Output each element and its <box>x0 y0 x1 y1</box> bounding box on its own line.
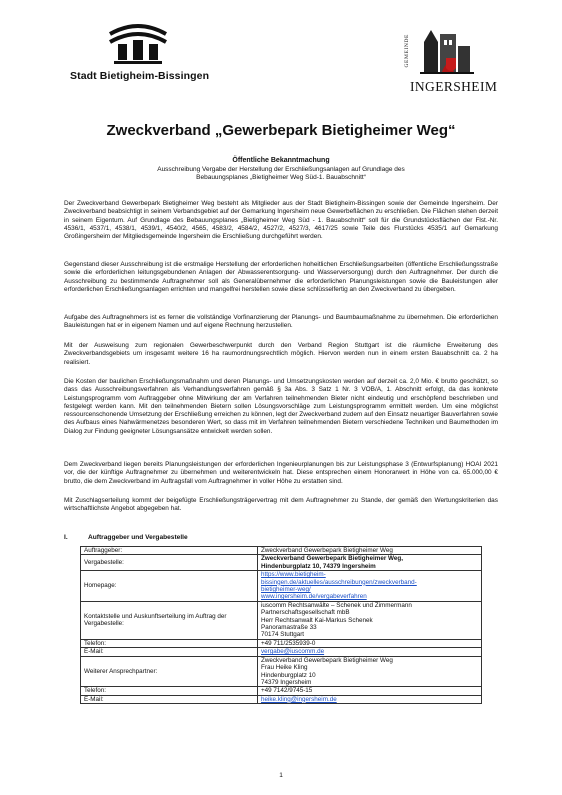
ingersheim-logo <box>404 28 514 98</box>
table-value-line: Frau Heike Kling <box>261 664 308 672</box>
table-value-line: Zweckverband Gewerbepark Bietigheimer Weg <box>261 547 393 554</box>
table-value-line: Herr Rechtsanwalt Kai-Markus Schenek <box>261 616 373 624</box>
section-title: Auftraggeber und Vergabestelle <box>88 534 188 541</box>
paragraph-costs <box>64 378 498 436</box>
table-value <box>258 656 482 687</box>
table-value-line: iuscomm Rechtsanwälte – Schenek und Zimmermann <box>261 601 412 609</box>
table-value <box>258 687 482 695</box>
paragraph-text: Dem Zweckverband liegen bereits Planungsleistungen der erforderlichen Ingenieurplanungen bis zur Leistungsphase 3 (Entwurfsplanung) HOAI 2021 vor, die der künftige Auftragnehmer zu übernehmen und weiterentwickeln hat. Diese entsprechen einem Honorarwert in Höhe von ca. 65.000,00 € brutto, die dem Zweckverband im Auftragsfall vom Auftragnehmer in voller Höhe zu erstatten sind. <box>64 461 498 485</box>
paragraph-task <box>64 314 498 331</box>
table-row <box>81 687 482 695</box>
bietigheim-logo <box>70 22 220 92</box>
table-value-line: Hindenburgplatz 10 <box>261 671 316 679</box>
phone-number: +49 7142/9745-15 <box>261 687 313 695</box>
paragraph-text: Die Kosten der baulichen Erschließungsmaßnahm und deren Planungs- und Umsetzungskosten werden auf derzeit ca. 2,0 Mio. € brutto geschätzt, so dass das Ausschreibungsverfahren als Verhandlungsverfahren gemäß § 3a Abs. 3 Satz 1 Nr. 3 VOB/A, 1. Abschnitt erfolgt, da das konkrete Leistungsprogramm vom Auftraggeber ohne Mitwirkung der am Verfahren teilnehmenden Bieter nicht eindeutig und erschöpfend beschrieben und festgelegt werden kann. Mit den teilnehmenden Bietern sollen Lösungsvorschläge zum Leistungsprogramm ermittelt werden. Um eine möglichst ressourcenschonende Umsetzung der Erschließung erreichen zu können, legt der Zweckverband zudem auf den Einsatz neuartiger Bauverfahren sowie des Aufbaus eines Nahwärmenetzes besonderen Wert, so dass mit im Verfahren teilnehmenden Bietern verschiedene Techniken und Baumethoden im Dialog zur Findung geeigneter Lösungsansätze entwickelt werden sollen. <box>64 378 498 435</box>
table-key: Telefon: <box>81 639 258 647</box>
paragraph-members <box>64 200 498 241</box>
table-key: E-Mail: <box>81 648 258 656</box>
paragraph-planning <box>64 461 498 486</box>
table-value <box>258 639 482 647</box>
table-key: Kontaktstelle und Auskunftserteilung im Auftrag der Vergabestelle: <box>81 601 258 639</box>
section-heading <box>64 534 188 541</box>
table-value <box>258 695 482 703</box>
table-value-line: Hindenburgplatz 10, 74379 Ingersheim <box>261 562 376 570</box>
table-key: Auftraggeber: <box>81 547 258 555</box>
table-value <box>258 547 482 555</box>
table-value-line: Zweckverband Gewerbepark Bietigheimer Weg, <box>261 555 403 563</box>
table-value-line: 74379 Ingersheim <box>261 678 312 686</box>
document-title: Zweckverband „Gewerbepark Bietigheimer Weg“ <box>106 122 456 139</box>
link-line[interactable]: bietigheimer-weg/ <box>261 586 311 594</box>
city-name-bietigheim: Stadt Bietigheim-Bissingen <box>70 70 210 82</box>
table-row <box>81 601 482 639</box>
paragraph-text: Mit Zuschlagserteilung kommt der beigefügte Erschließungsträgervertrag mit dem Auftragnehmer zu Stande, der gemäß den Wertungskriterien das wirtschaftlichste Angebot abgegeben hat. <box>64 497 498 513</box>
notice-subtitle-line: Ausschreibung Vergabe der Herstellung der Erschließungsanlagen auf Grundlage des <box>157 166 405 173</box>
table-row <box>81 547 482 555</box>
phone-number: +49 711/2535939-0 <box>261 639 316 647</box>
paragraph-region <box>64 342 498 367</box>
paragraph-text: Aufgabe des Auftragnehmers ist es ferner die vollständige Vorfinanzierung der Planungs- und Baumbaumaßnahme zu übernehmen. Die erforderlichen Bauleistungen hat er in eigenem Namen und auf eigene Rechnung herzustellen. <box>64 314 498 330</box>
paragraph-text: Der Zweckverband Gewerbepark Bietigheimer Weg besteht als Mitglieder aus der Stadt Bietigheim-Bissingen sowie der Gemeinde Ingersheim. Der Zweckverband beabsichtigt in seinem Verbandsgebiet auf der Gemarkung Ingersheim neue Gewerbeflächen zu erschließen. Die Flächen stehen derzeit in seinem Eigentum. Auf Grundlage des Bebauungsplanes „Bietigheimer Weg Süd - 1. Bauabschnitt“ soll für die Grundstücksflächen der Flst.-Nr. 4536/1, 4537/1, 4538/1, 4539/1, 4540/2, 4565, 4583/2, 4584/2, 4527/2, 4527/3, 4617/25 sowie Teile des Flurstücks 4535/1 auf Gemarkung Großingersheim der Mitgliedsgemeinde Ingersheim die Erschließung durchgeführt werden. <box>64 200 498 240</box>
link-line[interactable]: bissingen.de/aktuelles/ausschreibungen/zweckverband- <box>261 578 417 586</box>
paragraph-text: Gegenstand dieser Ausschreibung ist die erstmalige Herstellung der erforderlichen hoheitlichen Erschließungsarbeiten (öffentliche Erschließungsstraße sowie die erforderlichen leitungsgebundenen Anlagen der Abwasserentsorgung- und Wasserversorgung) durch den Auftragnehmer. Der durch die Ausschreibung zu bestimmende Auftragnehmer soll als Generalübernehmer die erforderlichen Planungsleistungen sowie die Bauleistungen aller erforderlichen Erschließungsanlagen errichten und mangelfrei herstellen sowie diese schlüsselfertig an den Zweckverband zu übergeben. <box>64 261 498 293</box>
table-value-line: Panoramastraße 33 <box>261 624 317 632</box>
section-number: I. <box>64 534 68 541</box>
table-row <box>81 639 482 647</box>
table-value <box>258 555 482 571</box>
notice-subtitle-line: Bebauungsplanes „Bietigheimer Weg Süd-1. Bauabschnitt“ <box>196 174 366 182</box>
homepage-link-bietigheim[interactable] <box>261 571 478 593</box>
table-value-line: Partnerschaftsgesellschaft mbB <box>261 609 350 617</box>
paragraph-text: Mit der Ausweisung zum regionalen Gewerbeschwerpunkt durch den Verband Region Stuttgart ist die räumliche Erweiterung des Zweckverbandsgebiets um insgesamt weitere 16 ha raumordnungsrechtlich möglich. Hiervon werden nun in einem ersten Bauabschnitt ca. 2 ha realisiert. <box>64 342 498 366</box>
table-row <box>81 656 482 687</box>
table-value <box>258 648 482 656</box>
homepage-link-ingersheim[interactable]: www.ingersheim.de/vergabeverfahren <box>261 593 367 601</box>
crest-icon <box>416 28 478 76</box>
table-key: Weiterer Ansprechpartner: <box>81 656 258 687</box>
table-key: Telefon: <box>81 687 258 695</box>
table-key: E-Mail: <box>81 695 258 703</box>
gemeinde-label: GEMEINDE <box>404 34 410 68</box>
email-link[interactable]: heike.kling@ingersheim.de <box>261 695 337 703</box>
contracting-authority-table <box>80 546 482 704</box>
table-value-line: 70174 Stuttgart <box>261 631 305 639</box>
table-value <box>258 601 482 639</box>
link-line[interactable]: https://www.bietigheim- <box>261 571 326 579</box>
cable-car-logo-icon <box>108 22 168 66</box>
table-row <box>81 555 482 571</box>
table-row <box>81 648 482 656</box>
paragraph-subject <box>64 261 498 294</box>
ingersheim-wordmark: INGERSHEIM <box>410 79 498 94</box>
page-number: 1 <box>279 772 283 779</box>
table-row <box>81 695 482 703</box>
table-value <box>258 571 482 602</box>
notice-heading: Öffentliche Bekanntmachung <box>232 157 330 164</box>
table-key: Vergabestelle: <box>81 555 258 571</box>
notice-subtitle <box>130 166 432 182</box>
table-row <box>81 571 482 602</box>
table-key: Homepage: <box>81 571 258 602</box>
email-link[interactable]: vergabe@iuscomm.de <box>261 648 325 656</box>
table-value-line: Zweckverband Gewerbepark Bietigheimer Weg <box>261 656 393 664</box>
paragraph-award <box>64 497 498 514</box>
